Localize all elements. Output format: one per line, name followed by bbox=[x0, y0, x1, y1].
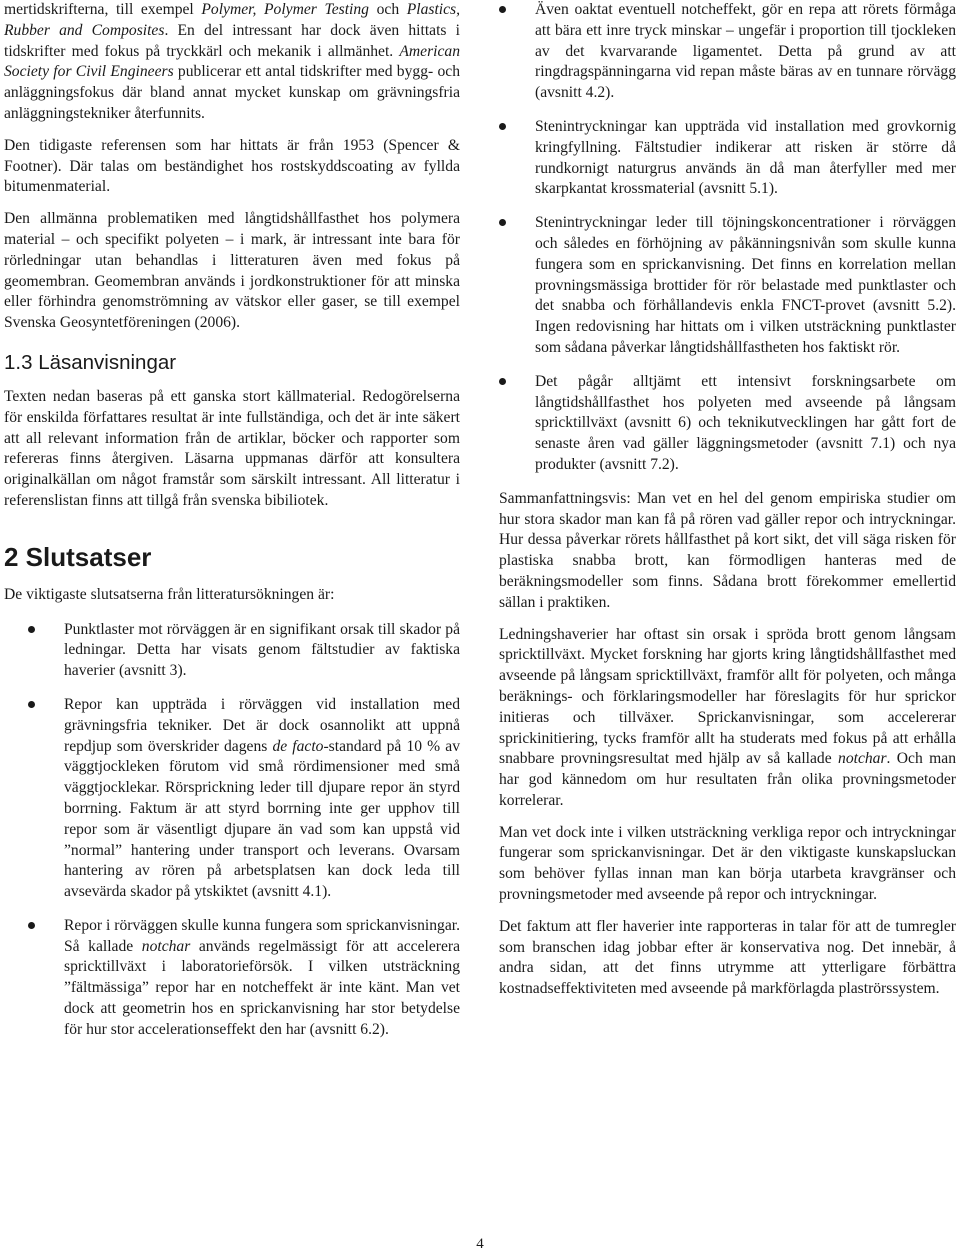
bullet-icon bbox=[499, 6, 506, 13]
text-run: och bbox=[368, 1, 407, 18]
italic-text: Polymer, Polymer Testing bbox=[201, 1, 369, 18]
text-run: Repor i rörväggen skulle kunna fungera som sprickanvisningar. Så kallade bbox=[64, 916, 460, 955]
list-item bbox=[499, 0, 956, 104]
paragraph-unreported-failures: Det faktum att fler haverier inte rapporteras in talar för att de tumregler som branschen idag jobbar efter är konservativa nog. Det innebär, å andra sidan, att det finns utrymme att ytterligare förbättra kostnadseffektiviteten med avseende på markförlagda plaströrssystem. bbox=[499, 917, 956, 998]
italic-text: notchar bbox=[838, 750, 887, 768]
text-run: . Och man har god kännedom om hur resultaten från olika provningsmetoder korrelerar. bbox=[499, 750, 956, 809]
list-item bbox=[499, 372, 956, 476]
page-number: 4 bbox=[476, 1236, 484, 1252]
text-run: mertidskrifterna, till exempel bbox=[4, 1, 202, 18]
list-item bbox=[499, 117, 956, 200]
paragraph-reading-guide: Texten nedan baseras på ett ganska stort källmaterial. Redogörelserna för enskilda författares resultat är inte fullständiga, och det är inte säkert att all relevant information från de artiklar, böcker och rapporter som refereras finns återgiven. Läsarna uppmanas därför att konsultera originalkällan om något framstår som särskilt intressant. All litteratur i referenslistan finns att tillgå från svenska bibiliotek. bbox=[4, 387, 460, 509]
bullet-icon bbox=[499, 219, 506, 226]
paragraph-earliest-reference: Den tidigaste referensen som har hittats är från 1953 (Spencer & Footner). Där talas om beständighet hos rostskyddscoating av fyllda bitumenmaterial. bbox=[4, 136, 460, 196]
paragraph-journals bbox=[4, 0, 460, 125]
text-run: Ledningshaverier har oftast sin orsak i spröda brott genom långsam spricktillväxt. Mycket forskning har gjorts kring långtidshållfasthet med avseende på långsam spricktillväxt, framför allt för polyeten, och många beräknings- och förklaringsmodeller har föreslagits för hur sprickor initieras och tillväxer. Sprickanvisningar, som accelererar sprickinitiering, tycks framför allt ha studerats med fokus på att erhålla snabbare provningsresultat med hjälp av så kallade bbox=[499, 625, 956, 768]
paragraph-knowledge-gap: Man vet dock inte i vilken utsträckning verkliga repor och intryckningar fungerar som sprickanvisningar. Det är den viktigaste kunskapsluckan som behöver fyllas innan man kan börja utarbeta kravgränser och provningsmetoder med avseende på repor och intryckningar. bbox=[499, 823, 956, 904]
text-run: Punktlaster mot rörväggen är en signifikant orsak till skador på ledningar. Detta har visats genom fältstudier av faktiska haverier (avsnitt 3). bbox=[64, 620, 460, 680]
list-item bbox=[4, 620, 460, 682]
section-heading-reading-guide: 1.3 Läsanvisningar bbox=[4, 350, 177, 374]
bullet-icon bbox=[499, 378, 506, 385]
list-item bbox=[4, 916, 460, 1041]
paragraph-summary: Sammanfattningsvis: Man vet en hel del genom empiriska studier om hur stora skador man kan få på rören vad gäller repor och intryckningar. Hur dessa påverkar rörets hållfasthet på kort sikt, det vill säga risken för plastiska snabba brott, kan förmodligen hanteras med de beräkningsmodeller som finns. Sådana brott förekommer emellertid sällan i praktiken. bbox=[499, 489, 956, 611]
text-run: . En del intressant har dock även hittats i tidskrifter med fokus på tryckkärl och mekanik i allmänhet. bbox=[4, 21, 460, 60]
left-column bbox=[4, 0, 460, 1041]
text-run: publicerar ett antal tidskrifter med bygg- och anläggningsfokus där bland annat mycket kunskap om grävningsfria anläggningstekniker återfunnits. bbox=[4, 63, 460, 122]
list-item bbox=[499, 213, 956, 359]
list-item bbox=[4, 695, 460, 903]
text-run: Stenintryckningar kan uppträda vid installation med grovkornig kringfyllning. Fältstudier indikerar att risken är större då rundkornigt naturgrus används än då man återfyller med mer skarpkantat krossmaterial (avsnitt 5.1). bbox=[535, 117, 956, 198]
conclusions-list-left bbox=[4, 620, 460, 1041]
paragraph-pipe-failures bbox=[499, 625, 956, 812]
text-run: -standard på 10 % av väggtjockleken förutom vid små rördimensioner med små väggtjocklekar. Rörsprickning leder till djupare repor än styrd borrning. Faktum är att styrd borrning inte ger upphov till repor som är väsentligt djupare än vad som kan uppstå vid ”normal” hantering under transport och leverans. Ovarsam hantering av rören på arbetsplatsen kan dock leda till avsevärda skador på ytskiktet (avsnitt 4.1). bbox=[64, 737, 460, 901]
italic-text: de facto bbox=[272, 737, 324, 755]
section-heading-conclusions: 2 Slutsatser bbox=[4, 541, 152, 572]
text-run: Även oaktat eventuell notcheffekt, gör en repa att rörets förmåga att bära ett inre tryck minskar – ungefär i proportion till tjockleken av det kvarvarande ligamentet. Detta på grund av att ringdragspänningarna vid repan måste bäras av en tunnare rörvägg (avsnitt 4.2). bbox=[535, 1, 956, 102]
bullet-icon bbox=[499, 123, 506, 130]
conclusions-list-right bbox=[499, 0, 956, 476]
text-run: Det pågår alltjämt ett intensivt forskningsarbete om långtidshållfasthet hos polyeten med avseende på långsam spricktillväxt (avsnitt 6) och teknikutvecklingen har gått fort de senaste åren vad gäller läggningsmetoder (avsnitt 7.1) och nya produkter (avsnitt 7.2). bbox=[535, 372, 956, 473]
paragraph-polymer-durability: Den allmänna problematiken med långtidshållfasthet hos polymera material – och specifikt polyeten – i mark, är intressant inte bara för rörledningar utan behandlas i litteraturen även med fokus på geomembran. Geomembran används i jordkonstruktioner för att minska eller förhindra genomströmning av vätskor eller gaser, se till exempel Svenska Geosyntetföreningen (2006). bbox=[4, 210, 460, 332]
italic-text: American Society for Civil Engineers bbox=[4, 42, 460, 81]
bullet-icon bbox=[28, 922, 35, 929]
italic-text: notchar bbox=[141, 937, 191, 955]
text-run: Repor kan uppträda i rörväggen vid installation med grävningsfria tekniker. Det är dock osannolikt att uppnå repdjup som överskrider dagens bbox=[64, 695, 460, 755]
bullet-icon bbox=[28, 626, 35, 633]
bullet-icon bbox=[28, 701, 35, 708]
italic-text: Plastics, Rubber and Composites bbox=[4, 1, 461, 39]
right-column bbox=[499, 0, 956, 1000]
text-run: Stenintryckningar leder till töjningskoncentrationer i rörväggen och således en förhöjning av påkänningsnivån som skulle kunna fungera som en sprickanvisning. Det finns en korrelation mellan provningsmässiga brottider för rör belastade med punktlaster och det snabba och förhållandevis enkla FNCT-provet (avsnitt 5.2). Ingen redovisning har hittats om i vilken utsträckning punktlaster som sådana påverkar långtidshållfastheten hos faktiskt rör. bbox=[535, 214, 956, 356]
paragraph-conclusions-intro: De viktigaste slutsatserna från litteratursökningen är: bbox=[4, 585, 335, 603]
text-run: används regelmässigt för att accelerera spricktillväxt i laboratorieförsök. I vilken utsträckning ”fältmässiga” repor har en notcheffekt är inte känt. Man vet dock att geometrin hos en sprickanvisning har stor betydelse för hur stor accelerationseffekt den har (avsnitt 6.2). bbox=[64, 937, 460, 1038]
